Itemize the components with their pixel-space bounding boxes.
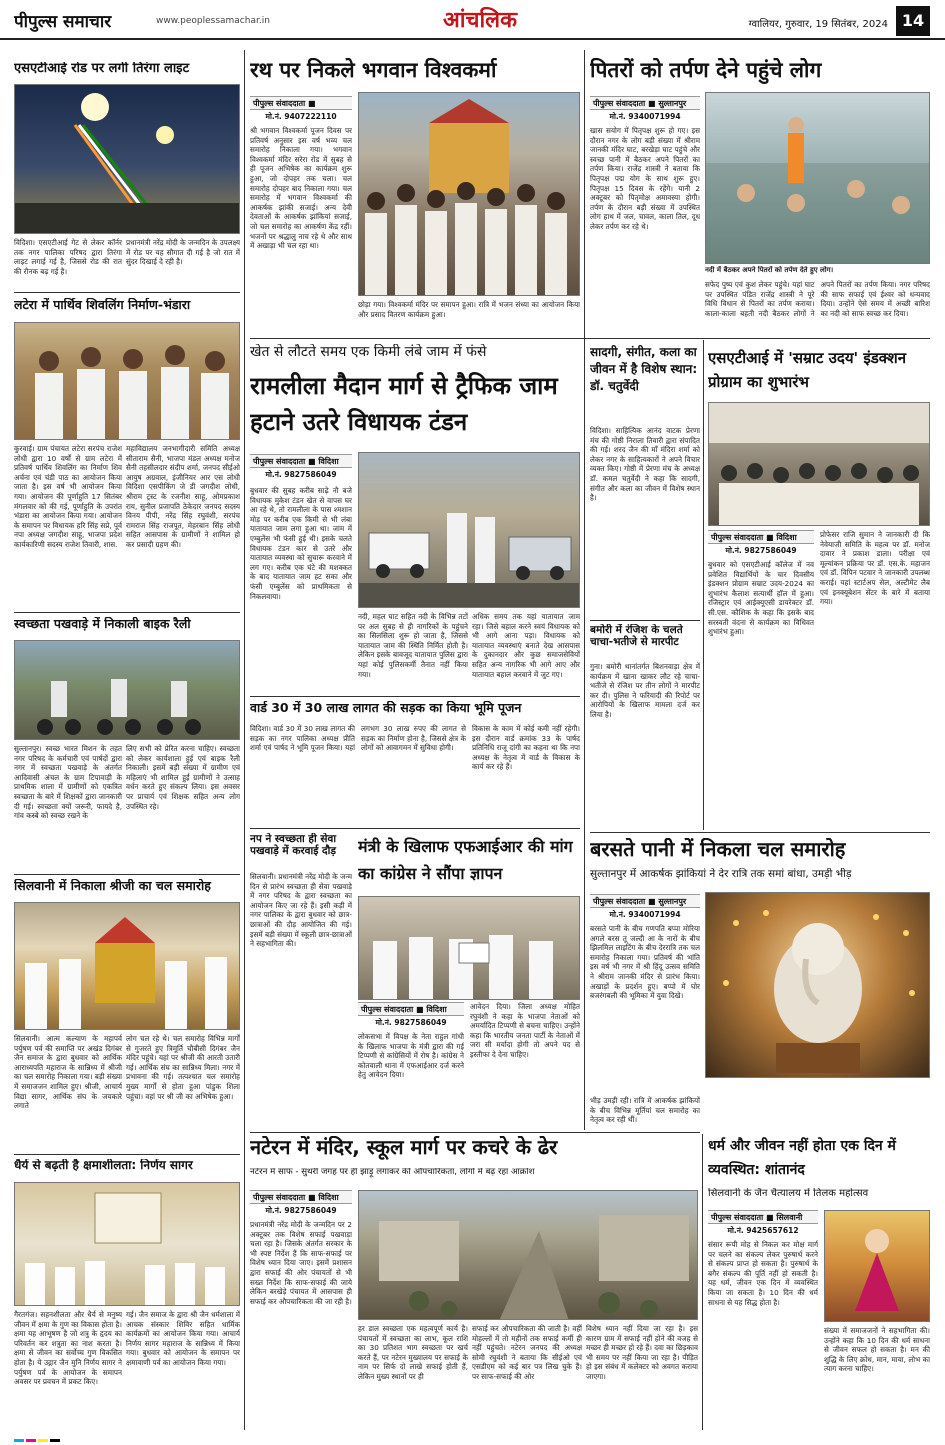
text-tarpan: खास सयोग में पितृपक्ष शुरू हो गए। इस दौरान नगर के लोग बड़ी संख्या में श्रीराम जानकी मंदिर घाट, बरखेड़ा घाट पहुंचे और स्वच्छ पानी में बैठकर अपने पितरों का तर्पण किया। राजेंद्र शास्त्री ने बताया कि पितृपक्ष पद्म योग के साथ शुरू हुए। पितृपक्ष 15 दिवस के रहेंगे। यानी 2 अक्टूबर को पितृमोक्ष अमावस्या होगी। तर्पण के दौरान बड़ी संख्या में उपस्थित लोग हाथ में जल, चावल, काला तिल, दूध लेकर तर्पण कर रहे थे।: [590, 126, 700, 231]
column-divider: [702, 1134, 703, 1430]
byline-congress: पीपुल्स संवाददाता ■ विदिशा: [358, 1002, 464, 1016]
garbage-road-illustration: [359, 1191, 698, 1320]
river-illustration: [706, 93, 930, 264]
text-sati-road: प्रधानमंत्री नरेंद्र मोदी के जन्मदिन के उपलक्ष्य में रोड पर यह सौगात दी गई है जो रात में सुंदर दिखाई दे रही है।: [126, 238, 240, 267]
text-bamori: गुना। बमोरी थानांतर्गत बिशनवाड़ा क्षेत्र में कार्यक्रम में खाना खाकर लौट रहे चाचा-भतीजे से रंजिश पर तीन लोगों ने मारपीट कर दी। पुलिस ने फरियादी की रिपोर्ट पर आरोपियों के खिलाफ मामला दर्ज कर लिया है।: [590, 662, 700, 719]
divider: [14, 612, 240, 613]
mobile-shantanand: मो.नं. 9425657612: [727, 1226, 799, 1235]
divider: [250, 696, 580, 697]
byline-nateran: पीपुल्स संवाददाता ■ विदिशा: [250, 1190, 352, 1204]
section-title: आंचलिक: [443, 7, 517, 33]
text-traffic-1: बुधवार की सुबह करीब साढ़े नौ बजे विधायक मुकेश टंडन खेत से वापस घर आ रहे थे, तो रामलीला के पास श्मशान मोड़ पर करीब एक किमी से भी लंबा यातायात जाम लगा हुआ था। जाम में एम्बुलेंस भी फंसी हुई थी। इसके चलते विधायक टंडन कार से उतरे और यातायात व्यवस्था को सुचारू करवाने में लग गए। करीब एक घंटे की मशक्कत के बाद यातायात जाम हट सका और फंसी एम्बुलेंस को प्राथमिकता से निकलवाया।: [250, 486, 352, 601]
mobile-tarpan: मो.नं. 9340071994: [609, 112, 681, 121]
mobile-traffic: मो.नं. 9827586049: [265, 470, 337, 479]
divider: [590, 620, 700, 621]
text-samrat-uday-1: बुधवार को एसएटीआई कॉलेज में नव प्रवेशित विद्यार्थियों के चार दिवसीय इंडक्शन प्रोग्राम सम्राट उदय-2024 का शुभारंभ कैलाश सत्यार्थी हॉल में हुआ। रजिस्ट्रार एवं आईक्यूएसी डायरेक्टर डॉ. सी.एस. कौशिक के कहा कि इसके बाद सरस्वती वंदना से कार्यक्रम का विधिवत शुभारंभ हुआ।: [708, 560, 814, 637]
divider: [14, 1154, 240, 1155]
text-silwani-1: सिलवानी। आत्म कल्याण के महापर्व पर्युषण पर्व की समाप्ति पर अखंड दिगंबर जैन समाज के द्वारा बुधवार को आर्थिक आराध्यपति महाराज के सान्निध्य में श्रीजी का चल समारोह निकाला गया। बड़ी संख्या में समाजजन शामिल हुए। श्रीजी, आचार्य विद्या सागर, आर्थिक संघ के जयकारे लगाते: [14, 1034, 122, 1111]
text-nateran-2: हर डाल स्वच्छता एक महत्वपूर्ण कार्य है। पंचायतों में स्वच्छता का लाभ, कूल राशि का 30 प्रतिशत भाग स्वच्छता पर खर्च करते हैं, पर नटेरन मुख्यालय पर सफाई के नाम पर सिर्फ दो लाखे सफाई होती हैं, लेकिन मुख्य स्थानों पर ही: [358, 1324, 468, 1381]
photo-jain-muni: [14, 1182, 240, 1306]
mobile-vishwakarma: मो.नं. 9407222110: [265, 112, 337, 121]
text-bike-rally-1: सुल्तानपुर। स्वच्छ भारत मिशन के तहत नगर परिषद के कर्मचारी एवं पार्षदों द्वारा नगर में स्वच्छता पखवाड़े के अंतर्गत आदिवासी अंचल के ग्राम टिपावाड़ी के प्राथमिक शाला में ग्रामीणों को एकत्रित स्वच्छता के बारे में शिक्षकों द्वारा जानकारी दी गई। स्वच्छता क्यों जरूरी, फायदे है, गांव कस्बे को स्वच्छ रखने के: [14, 744, 122, 821]
headline-nirnay-sagar: धैर्य से बढ़ती है क्षमाशीलता: निर्णय सागर: [14, 1159, 193, 1172]
text-bike-rally-2: लिए सभी को प्रेरित करना चाहिए। स्वच्छता को लेकर कार्यशाला हुई एवं बाइक रैली निकाली। इसमें बड़ी संख्या में ग्रामीण एवं महिलाएं भी शामिल हुईं ग्रामीणों ने उत्साह वर्धन करते हुए संकल्प लिया। इस अवसर पर प्राचार्य एवं शिक्षक सहित अन्य लोग उपस्थित रहे।: [126, 744, 240, 811]
headline-nateran: नटेरन में मंदिर, स्कूल मार्ग पर कचरे के ढेर: [250, 1136, 558, 1159]
headline-bamori: बमोरी में रंजिश के चलते चाचा-भतीजे से मारपीट: [590, 624, 683, 649]
text-tarpan-2: सफेद पुष्प एवं कुश लेकर पहुंचे। यहां घाट पर उपस्थित पंडित राजेंद्र शास्त्री ने पूरे विधि विधान से पितरों का तर्पण कराया। काला-काला बहती नदी बैठकर लोगों ने अपने पितरों का तर्पण किया। नगर परिषद की साफ सफाई एवं ईश्वर को धन्यवाद दिया। उन्होंने ऐसे समय में अच्छी बारिश का नदी को साफ स्वच्छ कर दिया।: [705, 280, 930, 318]
photo-congress-memo: [358, 896, 580, 1000]
page-number: 14: [896, 6, 930, 36]
photo-lateri-event: [14, 322, 240, 440]
byline-name: पीपुल्स संवाददाता: [361, 1005, 414, 1014]
column-divider: [703, 340, 704, 830]
photo-tarpan-river: [705, 92, 930, 264]
headline-traffic-jam: रामलीला मैदान मार्ग से ट्रैफिक जाम हटाने उतरे विधायक टंडन: [250, 372, 558, 436]
byline-samrat-uday: पीपुल्स संवाददाता ■ विदिशा: [708, 530, 814, 544]
masthead-url: www.peoplessamachar.in: [156, 16, 270, 26]
byline-place: विदिशा: [426, 1005, 447, 1014]
byline-place: विदिशा: [318, 1193, 339, 1202]
photo-vishwakarma-rath: [358, 92, 580, 296]
text-barsate-pani-2: भीड़ उमड़ी रही। रात्रि में आकर्षक झांकियों के बीच विभिन्न मूर्तियां चल समारोह का नेतृत्व कर रही थीं।: [590, 1096, 700, 1125]
byline-barsate-pani: पीपुल्स संवाददाता ■ सुल्तानपुर: [590, 894, 700, 908]
headline-shantanand: धर्म और जीवन नहीं होता एक दिन में व्यवस्थित: शांतानंद: [708, 1138, 896, 1178]
procession-illustration: [15, 903, 240, 1030]
text-traffic-3: अधिक समय तक यहां यातायात जाम रहा। जिसे बहाल करने स्वयं विधायक को भी आगे आना पड़ा। विधायक को यातायात व्यवस्थाएं बनाते देख आसपास के दुकानदार और कुछ समाजसेवियों सहित अन्य नागरिक भी आगे आए और यातायात बहाल करवाने में जुट गए।: [472, 612, 580, 679]
mobile-samrat-uday: मो.नं. 9827586049: [725, 546, 797, 555]
text-ward-30-1: विदिशा। वार्ड 30 में 30 लाख लागत की सड़क का नगर पालिका अध्यक्ष प्रीति शर्मा एवं पार्षद ने भूमि पूजन किया। यहां लगभग 30 लाख रुपए की लागत से सड़क का निर्माण होना है, जिससे क्षेत्र के लोगों को आवागमन में सुविधा होगी।: [250, 724, 466, 753]
auditorium-illustration: [709, 403, 930, 526]
mobile-nateran: मो.नं. 9827586049: [265, 1206, 337, 1215]
text-congress-2: आवेदन दिया। जिला अध्यक्ष मोहित रघुवंशी ने कहा के भाजपा नेताओं को अमर्यादित टिप्पणी से बचना चाहिए। उन्होंने कहा कि भारतीय जनता पार्टी के नेताओं में जरा सी मर्यादा होगी तो अपने पद से इस्तीफा दे देना चाहिए।: [470, 1002, 580, 1059]
headline-lateri-shivling: लटेरा में पार्थिव शिवलिंग निर्माण-भंडारा: [14, 298, 191, 312]
byline-place: सुल्तानपुर: [658, 99, 687, 108]
text-barsate-pani-1: बरसते पानी के बीच गणपति बप्पा मोरिया अगले बरस तू जल्दी आ के नारों के बीच झिलमिल लाइटिंग के बीच देररात्रि तक चल समारोह निकाला गया। प्रतिवर्ष की भांति इस वर्ष भी नगर में श्री हिंदू उत्सव समिति ने श्रीराम जानकी मंदिर से प्रारंभ किया। अखाड़ों के प्रदर्शन हुए। बप्पो में घोर बजरंगबली की भूमिका में युवा दिखे।: [590, 924, 700, 1001]
divider: [250, 828, 580, 829]
headline-barsate-pani: बरसते पानी में निकला चल समारोह: [590, 838, 846, 861]
caption-tarpan: नदी में बैठकर अपने पितरों को तर्पण देते हुए लोग।: [705, 266, 834, 274]
byline-name: पीपुल्स संवाददाता: [253, 457, 306, 466]
headline-sati-road: एसएटीआई रोड पर लगी तिरंगा लाइट: [14, 62, 190, 76]
byline-place: विदिशा: [776, 533, 797, 542]
photo-shriji-procession: [14, 902, 240, 1030]
text-lateri-2: महाविद्यालय जनभागीदारी समिति अध्यक्ष सीताराम सैनी, भाजपा मंडल अध्यक्ष मनोज सैनी तहसीलदार संदीप शर्मा, जनपद सीईओ आयुष अग्रवाल, इंजीनियर आर एस लोधी विदिशा एसपीकिंग जे डी जगदीश लोधी, श्रीराम ट्रस्ट के रजनीश साहू, ओमप्रकाश राय, सुनील प्रजापति ठेकेदार जनपद सदस्य विनय पीपी, नरेंद्र सिंह रघुवंशी, सरपंच रामराज सिंह राजपूत, मेहरबान सिंह लोधी सहित आसपास के ग्रामीणों ने शामिल हो कर प्रसादी ग्रहण की।: [126, 444, 240, 549]
ganesh-idol-illustration: [706, 893, 930, 1078]
deck-shantanand: सिलवानी के जैन चैत्यालय में तिलक महोत्सव: [708, 1188, 869, 1199]
deck-nateran: नटेरन में साफ - सुथरी जगह पर ही झाड़ू लगाकर की औपचारिकता, लोगों में बढ़ रहा आक्रोश: [250, 1168, 535, 1177]
masthead-brand: पीपुल्स समाचार: [14, 12, 112, 32]
byline-vishwakarma: पीपुल्स संवाददाता ■: [250, 96, 352, 110]
divider: [250, 338, 930, 339]
headline-bike-rally: स्वच्छता पखवाड़े में निकाली बाइक रैली: [14, 617, 191, 631]
divider: [590, 832, 930, 833]
text-vishwakarma: श्री भगवान विश्वकर्मा पूजन दिवस पर प्रतिवर्ष अनुसार इस वर्ष भव्य चल समारोह निकाला गया। भगवान विश्वकर्मा मंदिर सरेरा रोड में सुबह से ही पूजन अभिषेक का कार्यक्रम शुरू हुआ, जो दोपहर तक चला। चल समारोह दोपहर बाद निकाला गया। चल समारोह में भगवान विश्वकर्मा की आकर्षक झांकी सजाई। अन्य देवी देवताओं के आकर्षक झांकियां सजाई, जो चल समारोह का आकर्षण केंद्र रहीं। भजनों पर श्रद्धालु नाच रहे थे और साथ में अखाड़ा भी चल रहा था।: [250, 126, 352, 251]
column-divider: [244, 50, 245, 1430]
photo-garbage-heap: [358, 1190, 698, 1320]
kicker-traffic: खेत से लौटते समय एक किमी लंबे जाम में फंसे: [250, 344, 487, 360]
byline-place: विदिशा: [318, 457, 339, 466]
headline-pitron-tarpan: पितरों को तर्पण देने पहुंचे लोग: [590, 58, 822, 82]
text-sangeet-kala: विदिशा। साहित्यिक आनंद वाटक प्रेरणा मंच की गोष्ठी निराला तिवारी द्वारा संपादित की गई। शरद जैन की माँ मंदिरा शर्मा को लेकर नगर के साहित्यकारों ने अपने विचार व्यक्त किए। गोष्ठी में प्रेरणा मंच के अध्यक्ष डॉ. कमल चतुर्वेदी ने कहा कि सादगी, संगीत और कला का जीवन में विशेष स्थान है।: [590, 426, 700, 503]
text-samrat-uday-2: प्रोफेसर राजि सुमान ने जानकारी दी कि नेवेयाजी समिति के महत्व पर डॉ. मनोज दावार ने प्रकाश डाला। परीक्षा एवं मूल्यांकन प्रक्रिया पर डॉ. एस.के. महाजन एवं डॉ. विपिन पटवार ने जानकारी उपलब्ध कराई। यहां स्टार्टअप सेल, अल्टीमेट लैब एवं इनक्यूबेशन सेंटर के बारे में बताया गया।: [820, 530, 930, 607]
print-color-bar: [14, 1432, 134, 1442]
street-light-illustration: [15, 85, 240, 234]
divider: [14, 292, 240, 293]
headline-sangeet-kala: सादगी, संगीत, कला का जीवन में है विशेष स्थान: डॉ. चतुर्वेदी: [590, 345, 698, 393]
byline-tarpan: पीपुल्स संवाददाता ■ सुल्तानपुर: [590, 96, 700, 110]
divider: [14, 874, 240, 875]
headline-vishwakarma: रथ पर निकले भगवान विश्वकर्मा: [250, 58, 497, 82]
photo-bike-rally: [14, 640, 240, 740]
column-divider: [584, 340, 585, 1130]
byline-name: पीपुल्स संवाददाता: [253, 99, 306, 108]
byline-name: पीपुल्स संवाददाता: [593, 897, 646, 906]
photo-induction-program: [708, 402, 930, 526]
page-header: [0, 0, 945, 40]
text-ward-30-2: विकास के काम में कोई कमी नहीं रहेगी। इस दौरान वार्ड क्रमांक 33 के पार्षद प्रतिनिधि राजू दांगी का कहना था कि नपा अध्यक्ष के नेतृत्व में वार्ड के विकास के कार्य कर रहे हैं।: [472, 724, 580, 772]
date-line: ग्वालियर, गुरुवार, 19 सितंबर, 2024: [748, 19, 888, 30]
deck-barsate-pani: सुल्तानपुर में आकर्षक झांकियां ने देर रात्रि तक समां बांधा, उमड़ी भीड़: [590, 868, 852, 880]
text-shantanand-2: संख्या में समाजजनों ने सहभागिता की। उन्होंने कहा कि 10 दिन की धर्म साधना से जीवन सफल हो सकता है। मन की शुद्धि के लिए क्रोध, मान, माया, लोभ का त्याग करना चाहिए।: [824, 1326, 930, 1374]
headline-silwani-shriji: सिलवानी में निकाला श्रीजी का चल समारोह: [14, 879, 211, 893]
headline-ward-30: वार्ड 30 में 30 लाख लागत की सड़क का किया भूमि पूजन: [250, 701, 522, 715]
byline-name: पीपुल्स संवाददाता: [253, 1193, 306, 1202]
byline-name: पीपुल्स संवाददाता: [593, 99, 646, 108]
byline-traffic: पीपुल्स संवाददाता ■ विदिशा: [250, 454, 352, 468]
headline-congress-fir: मंत्री के खिलाफ एफआईआर की मांग का कांग्रेस ने सौंपा ज्ञापन: [358, 837, 573, 883]
text-traffic-2: नदी, महल घाट सहित नदी के विभिन्न तटों पर अल सुबह से ही नागरिकों के पहुंचने का सिलसिला शुरू हो जाता है, जिससे यातायात जाम की स्थिति निर्मित होती है। लेकिन इसके बावजूद यातायात पुलिस द्वारा यहां कोई पुलिसकर्मी तैनात नहीं किया गया।: [358, 612, 468, 679]
text-nateran-1: प्रधानमंत्री नरेंद्र मोदी के जन्मदिन पर 2 अक्टूबर तक विशेष सफाई पखवाड़ा चला रहा है। जिसके अंतर्गत सरकार के भी स्पष्ट निर्देश हैं कि साफ-सफाई पर विशेष ध्यान दिया जाए। इसमें प्रशासन द्वारा सफाई की ओर पंचायतों से भी सख्त निर्देश कि साफ-सफाई की जाये लेकिन बरखेड़े पंचायत में आसपास ही सफाई कर औपचारिकता की जा रही है।: [250, 1220, 352, 1306]
text-lateri-1: कुरवाई। ग्राम पंचायत लटेरा सरपंच राजेश लोधी द्वारा 10 वर्षों से ग्राम लटेरा में प्रतिवर्ष पार्थिव शिवलिंग का निर्माण शिव अर्चना एवं चंडी पाठ का आयोजन किया जाता है। इस वर्ष भी आयोजन किया गया। आयोजन की पूर्णाहुति 17 सितंबर मंगलवार को की गई, पूर्णाहुति के उपरांत भंडारा का आयोजन किया गया। आयोजन के समापन पर विधायक हरि सिंह सप्रे, पूर्व नपा अध्यक्ष जगदीश साहू, भाजपा प्रदेश कार्यकारिणी सदस्य राजेश तिवारी, शास.: [14, 444, 122, 549]
headline-np-race: नप ने स्वच्छता ही सेवा पखवाड़े में करवाई दौड़: [250, 833, 337, 858]
headline-samrat-uday: एसएटीआई में 'सम्राट उदय' इंडक्शन प्रोग्राम का शुभारंभ: [708, 349, 907, 391]
photo-ganesh-procession: [705, 892, 930, 1078]
photo-tilak-mahotsav: [824, 1210, 930, 1322]
text-nirnay-2: गई। जैन समाज के द्वारा श्री जैन धर्मशाला में आचक संस्कार शिविर सहित धार्मिक कार्यक्रमों का आयोजन किया गया। आचार्य निर्णय सागर महाराज के सान्निध्य में किया गया। बुधवार को आयोजन के समापन पर क्षमावाणी पर्व का आयोजन किया गया।: [126, 1310, 240, 1367]
crowd-illustration: [359, 93, 580, 296]
text-congress-1: लोकसभा में विपक्ष के नेता राहुल गांधी के खिलाफ भाजपा के मंत्री द्वारा की गई टिप्पणी से कांग्रेसियों में रोष है। कांग्रेस ने कोतवाली थाना में एफआईआर दर्ज करने हेतु आवेदन दिया।: [358, 1032, 464, 1080]
text-nirnay-1: गैरतगंज। सहनशीलता और धैर्य से मनुष्य जीवन में क्षमा के गुण का विकास होता है। क्षमा यह आभूषण है जो शत्रु के हृदय का परिवर्तन कर शत्रुता का नाश करता है। क्षमा से जीवन का सर्वोच्च गुण विकसित होता है। ये उद्गार जैन मुनि निर्णय सागर ने पर्युषण पर्व के आयोजन के समापन अवसर पर प्रवचन में प्रकट किए।: [14, 1310, 122, 1387]
column-divider: [584, 50, 585, 340]
mobile-barsate-pani: मो.नं. 9340071994: [609, 910, 681, 919]
byline-shantanand: पीपुल्स संवाददाता ■ सिलवानी: [708, 1210, 818, 1224]
mobile-congress: मो.नं. 9827586049: [375, 1018, 447, 1027]
byline-place: सिलवानी: [776, 1213, 803, 1222]
memo-handover-illustration: [359, 897, 580, 1000]
byline-place: सुल्तानपुर: [658, 897, 687, 906]
byline-name: पीपुल्स संवाददाता: [711, 533, 764, 542]
girl-dancer-illustration: [825, 1211, 930, 1322]
audience-illustration: [15, 1183, 240, 1306]
divider: [250, 1132, 700, 1133]
photo-traffic-jam: [358, 452, 580, 608]
traffic-illustration: [359, 453, 580, 608]
text-np-race: सिलवानी। प्रधानमंत्री नरेंद्र मोदी के जन्म दिन से प्रारंभ स्वच्छता ही सेवा पखवाड़े में नगर परिषद के द्वारा स्वच्छता का आयोजन किए जा रहे हैं। इसी कड़ी में नगर पालिका के द्वारा बुधवार को छात्र-छात्राओं की दौड़ आयोजित की गई। इसमें बड़ी संख्या में स्कूली छात्र-छात्राओं ने सहभागिता की।: [250, 872, 352, 949]
people-group-illustration: [15, 323, 240, 440]
text-nateran-4: विशेष ध्यान नहीं दिया जा रहा है। इस कारण ग्राम में सफाई नहीं होने की वजह से मच्छर ही मच्छर हो रहे हैं। दवा का छिड़काव भी समय पर नहीं किया जा रहा है। पीड़ित हो इस संबंध में कलेक्टर को अवगत कराया जाएगा।: [586, 1324, 698, 1381]
caption-vishwakarma: छोड़ा गया। विश्वकर्मा मंदिर पर समापन हुआ। रात्रि में भजन संध्या का आयोजन किया और प्रसाद वितरण कार्यक्रम हुआ।: [358, 300, 580, 319]
text-shantanand-1: संसार रूपी मोह से निकल कर मोक्ष मार्ग पर चलने का संकल्प लेकर पुरुषार्थ करने से संकल्प प्राप्त हो सकता है। पुरुषार्थ के बगैर संकल्प की पूर्ति नहीं हो सकती है। यह धर्म, जीवन एक दिन में व्यवस्थित किया जा सकता है। 10 दिन की धर्म साधना से यह सिद्ध होता है।: [708, 1240, 818, 1307]
text-silwani-2: लोग चल रहे थे। चल समारोह विभिन्न मार्गों से गुजरते हुए त्रिमूर्ति चौबीसी दिगंबर जैन मंदिर पहुंचे। यहां पर श्रीजी की आरती उतारी गई। आर्थिक संघ का सान्निध्य मिला। नगर में प्रभावना की गई। तत्पश्चात चल समारोह मुख्य मार्गों से होता हुआ पांडुक शिला पहुंचा। वहां पर श्री जी का अभिषेक हुआ।: [126, 1034, 240, 1101]
bikes-illustration: [15, 641, 240, 740]
text-nateran-3: सफाई कर औपचारिकता की जाती है। वहीं मोहल्लों में तो महीनों तक सफाई कर्मी ही नहीं पहुंचते। नटेरन जनपद की अध्यक्ष सोमी रघुवंशी ने बताया कि सीईओ एवं एसडीएम को कई बार पत्र लिख चुके हैं। पर साफ-सफाई की ओर: [472, 1324, 582, 1381]
caption-sati-road: विदिशा। एसएटीआई गेट से लेकर कॉर्नर तक नगर पालिका परिषद द्वारा तिरंगा लाइट लगाई गई है, जिससे रोड की रात की रौनक बढ़ गई है।: [14, 238, 122, 276]
byline-name: पीपुल्स संवाददाता: [711, 1213, 764, 1222]
photo-tricolor-light: [14, 84, 240, 234]
